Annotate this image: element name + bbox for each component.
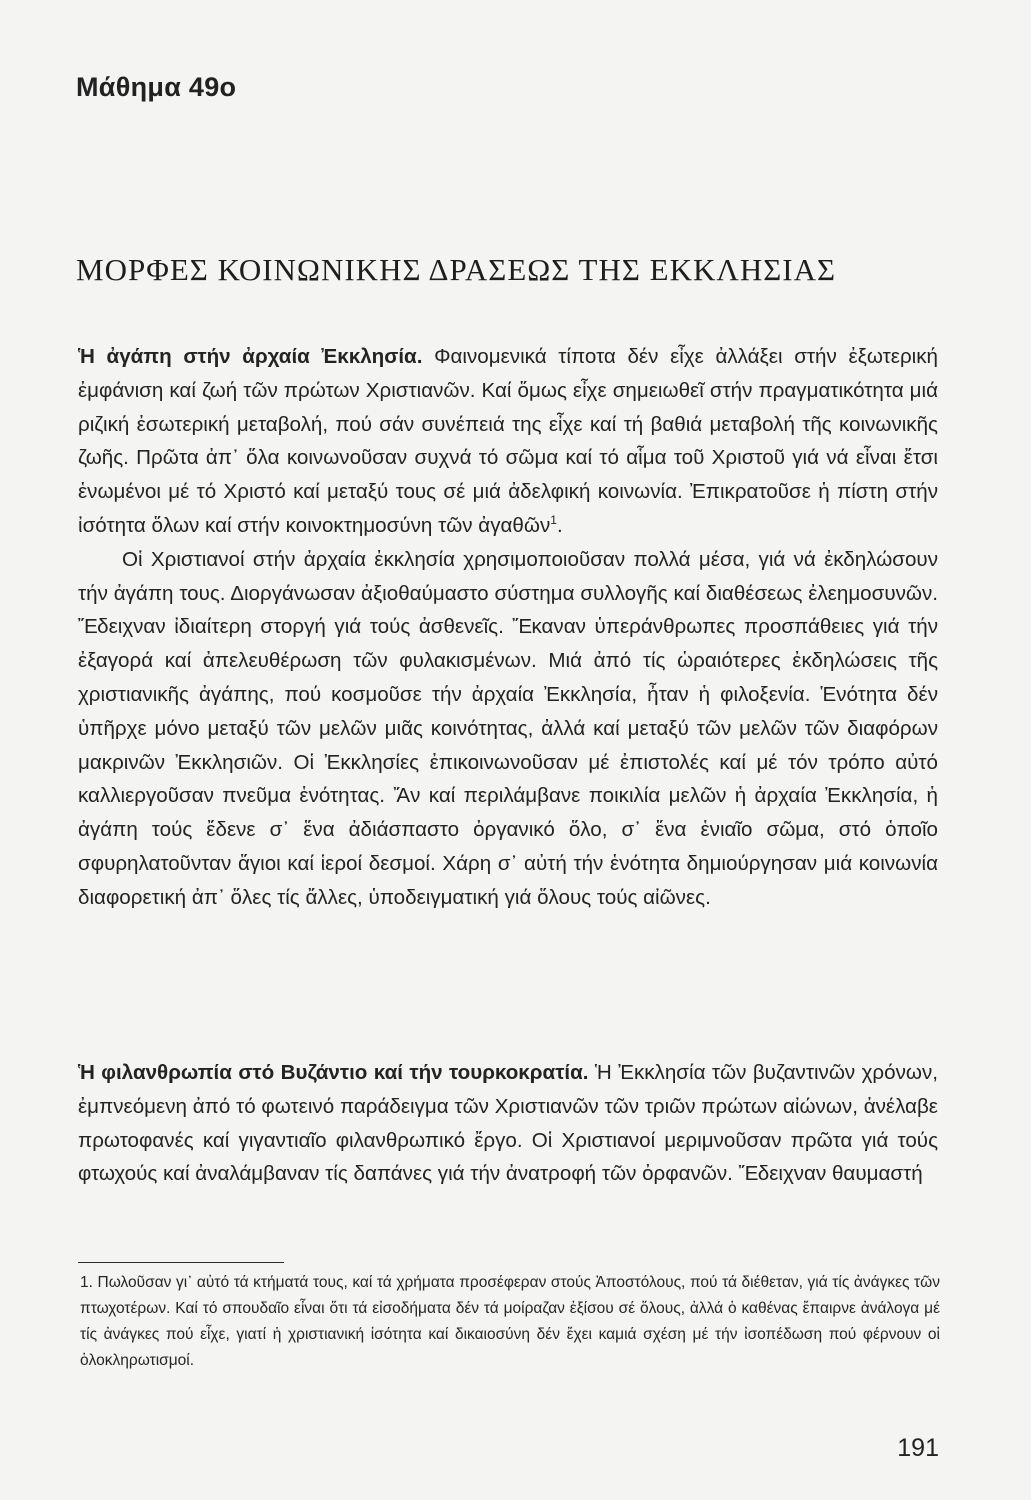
section-heading: Ἡ φιλανθρωπία στό Βυζάντιο καί τήν τουρκοκρατία. [78, 1061, 589, 1084]
page-number: 191 [897, 1434, 939, 1462]
footnote-reference: 1 [550, 513, 557, 528]
paragraph: Οἱ Χριστιανοί στήν ἀρχαία ἐκκλησία χρησιμοποιοῦσαν πολλά μέσα, γιά νά ἐκδηλώσουν τήν ἀγάπη τους. Διοργάνωσαν ἀξιοθαύμαστο σύστημα συλλογῆς καί διαθέσεως ἐλεημοσυνῶν. Ἔδειχναν ἰδιαίτερη στοργή γιά τούς ἀσθενεῖς. Ἔκαναν ὑπεράνθρωπες προσπάθειες γιά τήν ἐξαγορά καί ἀπελευθέρωση τῶν φυλακισμένων. Μιά ἀπό τίς ὡραιότερες ἐκδηλώσεις τῆς χριστιανικῆς ἀγάπης, πού κοσμοῦσε τήν ἀρχαία Ἐκκλησία, ἦταν ἡ φιλοξενία. Ἑνότητα δέν ὑπῆρχε μόνο μεταξύ τῶν μελῶν μιᾶς κοινότητας, ἀλλά καί μεταξύ τῶν μελῶν τῶν διαφόρων μακρινῶν Ἐκκλησιῶν. Οἱ Ἐκκλησίες ἐπικοινωνοῦσαν μέ ἐπιστολές καί μέ τόν τρόπο αὐτό καλλιεργοῦσαν πνεῦμα ἑνότητας. Ἄν καί περιλάμβανε ποικιλία μελῶν ἡ ἀρχαία Ἐκκλησία, ἡ ἀγάπη τούς ἔδενε σ᾽ ἕνα ἀδιάσπαστο ὀργανικό ὅλο, σ᾽ ἕνα ἑνιαῖο σῶμα, στό ὁποῖο σφυρηλατοῦνταν ἅγιοι καί ἱεροί δεσμοί. Χάρη σ᾽ αὐτή τήν ἑνότητα δημιούργησαν μιά κοινωνία διαφορετική ἀπ᾽ ὅλες τίς ἄλλες, ὑποδειγματική γιά ὅλους τούς αἰῶνες. [78, 547, 938, 909]
section-heading: Ἡ ἀγάπη στήν ἀρχαία Ἐκκλησία. [78, 345, 423, 368]
section-byzantium [78, 1056, 938, 1191]
punctuation: . [556, 513, 563, 537]
footnote-divider [78, 1262, 284, 1263]
paragraph-text: Ἡ Ἐκκλησία τῶν βυζαντινῶν χρόνων, ἐμπνεόμενη ἀπό τό φωτεινό παράδειγμα τῶν Χριστιανῶν τῶν τριῶν πρώτων αἰώνων, ἀνέλαβε πρωτοφανές καί γιγαντιαῖο φιλανθρωπικό ἔργο. Οἱ Χριστιανοί μεριμνοῦσαν πρῶτα γιά τούς φτωχούς καί ἀναλάμβαναν τίς δαπάνες γιά τήν ἀνατροφή τῶν ὀρφανῶν. Ἔδειχναν θαυμαστή [78, 1061, 938, 1186]
paragraph [78, 340, 938, 543]
paragraph-text: Φαινομενικά τίποτα δέν εἶχε ἀλλάξει στήν ἐξωτερική ἐμφάνιση καί ζωή τῶν πρώτων Χριστιανῶν. Καί ὅμως εἶχε σημειωθεῖ στήν πραγματικότητα μιά ριζική ἐσωτερική μεταβολή, πού σάν συνέπειά της εἶχε καί τή βαθιά μεταβολή τῆς κοινωνικῆς ζωῆς. Πρῶτα ἀπ᾽ ὅλα κοινωνοῦσαν συχνά τό σῶμα καί τό αἷμα τοῦ Χριστοῦ γιά νά εἶναι ἔτσι ἑνωμένοι μέ τό Χριστό καί μεταξύ τους σέ μιά ἀδελφική κοινωνία. Ἐπικρατοῦσε ἡ πίστη στήν ἰσότητα ὅλων καί στήν κοινοκτημοσύνη τῶν ἀγαθῶν [78, 345, 938, 537]
paragraph [78, 1056, 938, 1191]
footnote-text: Πωλοῦσαν γι᾽ αὐτό τά κτήματά τους, καί τά χρήματα προσέφεραν στούς Ἀποστόλους, πού τά διέθεταν, γιά τίς ἀνάγκες τῶν πτωχοτέρων. Καί τό σπουδαῖο εἶναι ὅτι τά εἰσοδήματα δέν τά μοίραζαν ἐξίσου σέ ὅλους, ἀλλά ὁ καθένας ἔπαιρνε ἀνάλογα μέ τίς ἀνάγκες πού εἶχε, γιατί ἡ χριστιανική ἰσότητα καί δικαιοσύνη δέν ἔχει καμιά σχέση μέ τήν ἰσοπέδωση πού φέρνουν οἱ ὁλοκληρωτισμοί. [80, 1274, 941, 1369]
footnote-number: 1. [80, 1274, 93, 1291]
lesson-label: Μάθημα 49ο [76, 72, 237, 102]
footnote [80, 1270, 940, 1374]
page-title: ΜΟΡΦΕΣ ΚΟΙΝΩΝΙΚΗΣ ΔΡΑΣΕΩΣ ΤΗΣ ΕΚΚΛΗΣΙΑΣ [76, 252, 837, 287]
section-ancient-church [78, 340, 938, 915]
